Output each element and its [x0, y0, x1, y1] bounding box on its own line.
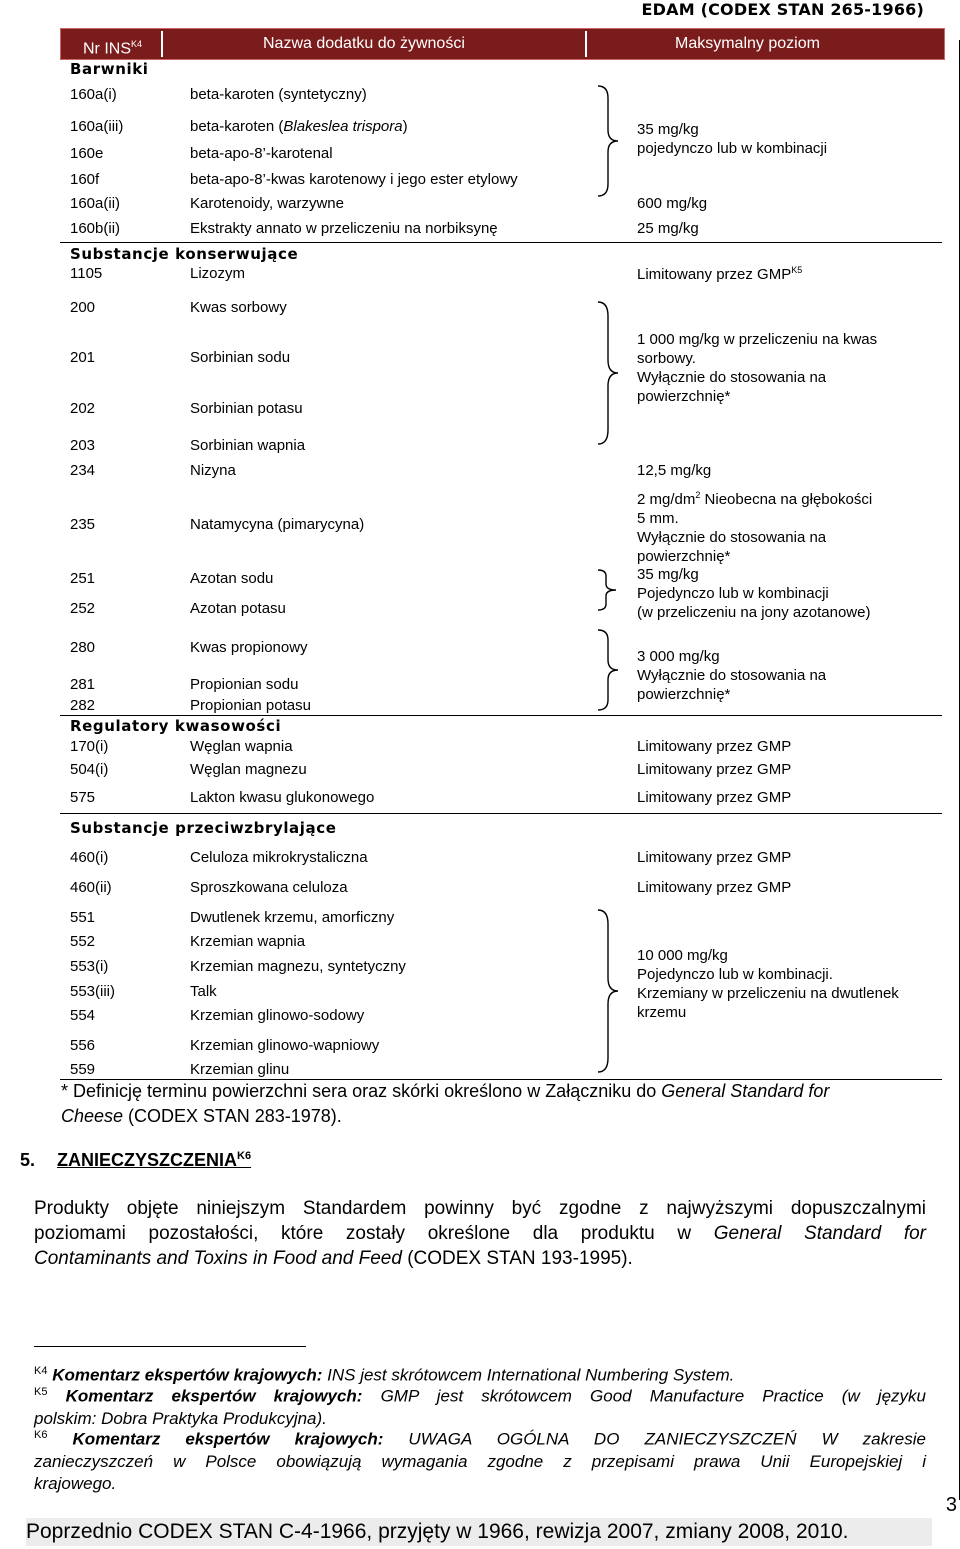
page-number: 3: [945, 1494, 957, 1516]
additive-name: Krzemian glinu: [190, 1061, 290, 1078]
max-level: 35 mg/kg Pojedynczo lub w kombinacji (w przeliczeniu na jony azotanowe): [637, 566, 871, 621]
max-level: Limitowany przez GMP: [637, 879, 792, 896]
max-level: 35 mg/kg pojedynczo lub w kombinacji: [637, 121, 828, 157]
ins-number: 556: [70, 1037, 96, 1054]
ins-number: 504(i): [70, 761, 109, 778]
additive-name: Krzemian glinowo-wapniowy: [190, 1037, 380, 1054]
additive-name: Sproszkowana celuloza: [190, 879, 348, 896]
footnote-k6: $^{K6}$ Komentarz ekspertów krajowych: UWAGA OGÓLNA DO ZANIECZYSZCZEŃ W zakresie zanieczyszczeń w Polsce obowiązują wymagania zgodne z przepisami prawa Unii Europejskiej i krajowego.: [34, 1429, 926, 1493]
additive-name: Propionian potasu: [190, 697, 311, 714]
section-divider: [60, 242, 942, 243]
header-separator: [161, 31, 163, 57]
footnote-k5: $^{K5}$ Komentarz ekspertów krajowych: GMP jest skrótowcem Good Manufacture Practice (w języku polskim: Dobra Praktyka Produkcyjna).: [34, 1386, 926, 1428]
ins-number: 160f: [70, 171, 100, 188]
additive-name: beta-karoten (Blakeslea trispora): [190, 118, 408, 135]
additive-name: Celuloza mikrokrystaliczna: [190, 849, 368, 866]
ins-number: 552: [70, 933, 96, 950]
additive-name: Sorbinian wapnia: [190, 437, 306, 454]
ins-number: 234: [70, 462, 96, 479]
brace-icon: [596, 568, 618, 612]
ins-number: 281: [70, 676, 96, 693]
additive-name: Węglan wapnia: [190, 738, 293, 755]
additive-name: Dwutlenek krzemu, amorficzny: [190, 909, 395, 926]
footnote-separator: [34, 1346, 306, 1347]
header-col-level: Maksymalny poziom: [675, 35, 820, 52]
additive-name: beta-apo-8’-karotenal: [190, 145, 333, 162]
max-level: Limitowany przez GMP: [637, 738, 792, 755]
section-divider: [60, 813, 942, 814]
ins-number: 203: [70, 437, 96, 454]
section-heading: Barwniki: [70, 60, 149, 78]
page-header: EDAM (CODEX STAN 265-1966): [641, 0, 924, 19]
ins-number: 160a(iii): [70, 118, 124, 135]
ins-number: 201: [70, 349, 96, 366]
ins-number: 170(i): [70, 738, 109, 755]
additive-name: Kwas sorbowy: [190, 299, 287, 316]
ins-number: 1105: [70, 265, 103, 282]
brace-icon: [596, 628, 620, 712]
max-level: 12,5 mg/kg: [637, 462, 712, 479]
additive-name: beta-karoten (syntetyczny): [190, 86, 367, 103]
table-footnote: * Definicję terminu powierzchni sera oraz skórki określono w Załączniku do General Standard for Cheese (CODEX STAN 283-1978).: [61, 1081, 830, 1126]
additive-name: Ekstrakty annato w przeliczeniu na norbiksynę: [190, 220, 498, 237]
ins-number: 559: [70, 1061, 96, 1078]
max-level: Limitowany przez GMP: [637, 849, 792, 866]
section-divider: [60, 715, 942, 716]
additive-name: Propionian sodu: [190, 676, 299, 693]
ins-number: 282: [70, 697, 96, 714]
max-level: Limitowany przez $GMP^{K5}$: [637, 265, 803, 283]
ins-number: 280: [70, 639, 96, 656]
section-title: 5. $ZANIECZYSZCZENIA^{K6}$: [20, 1150, 252, 1170]
max-level: 10 000 mg/kg Pojedynczo lub w kombinacji. Krzemiany w przeliczeniu na dwutlenek krzemu: [637, 947, 899, 1021]
section-heading: Regulatory kwasowości: [70, 717, 282, 735]
ins-number: 553(i): [70, 958, 109, 975]
ins-number: 202: [70, 400, 96, 417]
section-paragraph: Produkty objęte niniejszym Standardem powinny być zgodne z najwyższymi dopuszczalnymi poziomami pozostałości, które zostały określone dla produktu w General Standard for Contaminants and Toxins in Food and Feed (CODEX STAN 193-1995).: [34, 1198, 926, 1269]
max-level: 3 000 mg/kg Wyłącznie do stosowania na powierzchnię*: [637, 648, 827, 703]
additive-name: Krzemian magnezu, syntetyczny: [190, 958, 406, 975]
additive-name: Kwas propionowy: [190, 639, 308, 656]
max-level: 25 mg/kg: [637, 220, 699, 237]
ins-number: 551: [70, 909, 96, 926]
brace-icon: [596, 908, 620, 1074]
additive-name: Lizozym: [190, 265, 246, 282]
additive-name: Krzemian wapnia: [190, 933, 306, 950]
ins-number: 252: [70, 600, 96, 617]
section-heading: Substancje przeciwzbrylające: [70, 819, 337, 837]
header-col-name: Nazwa dodatku do żywności: [263, 35, 465, 52]
additive-name: Sorbinian sodu: [190, 349, 291, 366]
ins-number: 200: [70, 299, 96, 316]
ins-number: 575: [70, 789, 96, 806]
additive-name: beta-apo-8’-kwas karotenowy i jego ester etylowy: [190, 171, 518, 188]
ins-number: 160b(ii): [70, 220, 121, 237]
max-level: 2 $mg/dm^2$ Nieobecna na głębokości 5 mm. Wyłącznie do stosowania na powierzchnię*: [637, 490, 873, 565]
ins-number: 160a(i): [70, 86, 117, 103]
ins-number: 251: [70, 570, 96, 587]
ins-number: 160a(ii): [70, 195, 121, 212]
max-level: Limitowany przez GMP: [637, 789, 792, 806]
additive-name: Natamycyna (pimarycyna): [190, 516, 365, 533]
table-header: [60, 28, 945, 60]
additive-name: Azotan sodu: [190, 570, 274, 587]
ins-number: 160e: [70, 145, 104, 162]
ins-number: 460(i): [70, 849, 109, 866]
header-separator: [585, 31, 587, 57]
additive-name: Krzemian glinowo-sodowy: [190, 1007, 365, 1024]
max-level: 600 mg/kg: [637, 195, 708, 212]
additive-name: Talk: [190, 983, 217, 1000]
footnote-k4: $^{K4}$ Komentarz ekspertów krajowych: INS jest skrótowcem International Numbering System.: [34, 1365, 735, 1385]
section-heading: Substancje konserwujące: [70, 245, 299, 263]
additive-name: Azotan potasu: [190, 600, 286, 617]
header-col-ins: Nr $INS^{K4}$: [83, 39, 143, 58]
max-level: Limitowany przez GMP: [637, 761, 792, 778]
brace-icon: [596, 300, 620, 446]
additive-name: Lakton kwasu glukonowego: [190, 789, 375, 806]
ins-number: 553(iii): [70, 983, 116, 1000]
brace-icon: [596, 84, 620, 198]
max-level: 1 000 mg/kg w przeliczeniu na kwas sorbowy. Wyłącznie do stosowania na powierzchnię*: [637, 331, 878, 405]
ins-number: 235: [70, 516, 96, 533]
ins-number: 554: [70, 1007, 96, 1024]
additive-name: Węglan magnezu: [190, 761, 307, 778]
page-footer: Poprzednio CODEX STAN C-4-1966, przyjęty w 1966, rewizja 2007, zmiany 2008, 2010.: [26, 1518, 932, 1546]
additive-name: Karotenoidy, warzywne: [190, 195, 344, 212]
ins-number: 460(ii): [70, 879, 112, 896]
additive-name: Sorbinian potasu: [190, 400, 303, 417]
additive-name: Nizyna: [190, 462, 236, 479]
